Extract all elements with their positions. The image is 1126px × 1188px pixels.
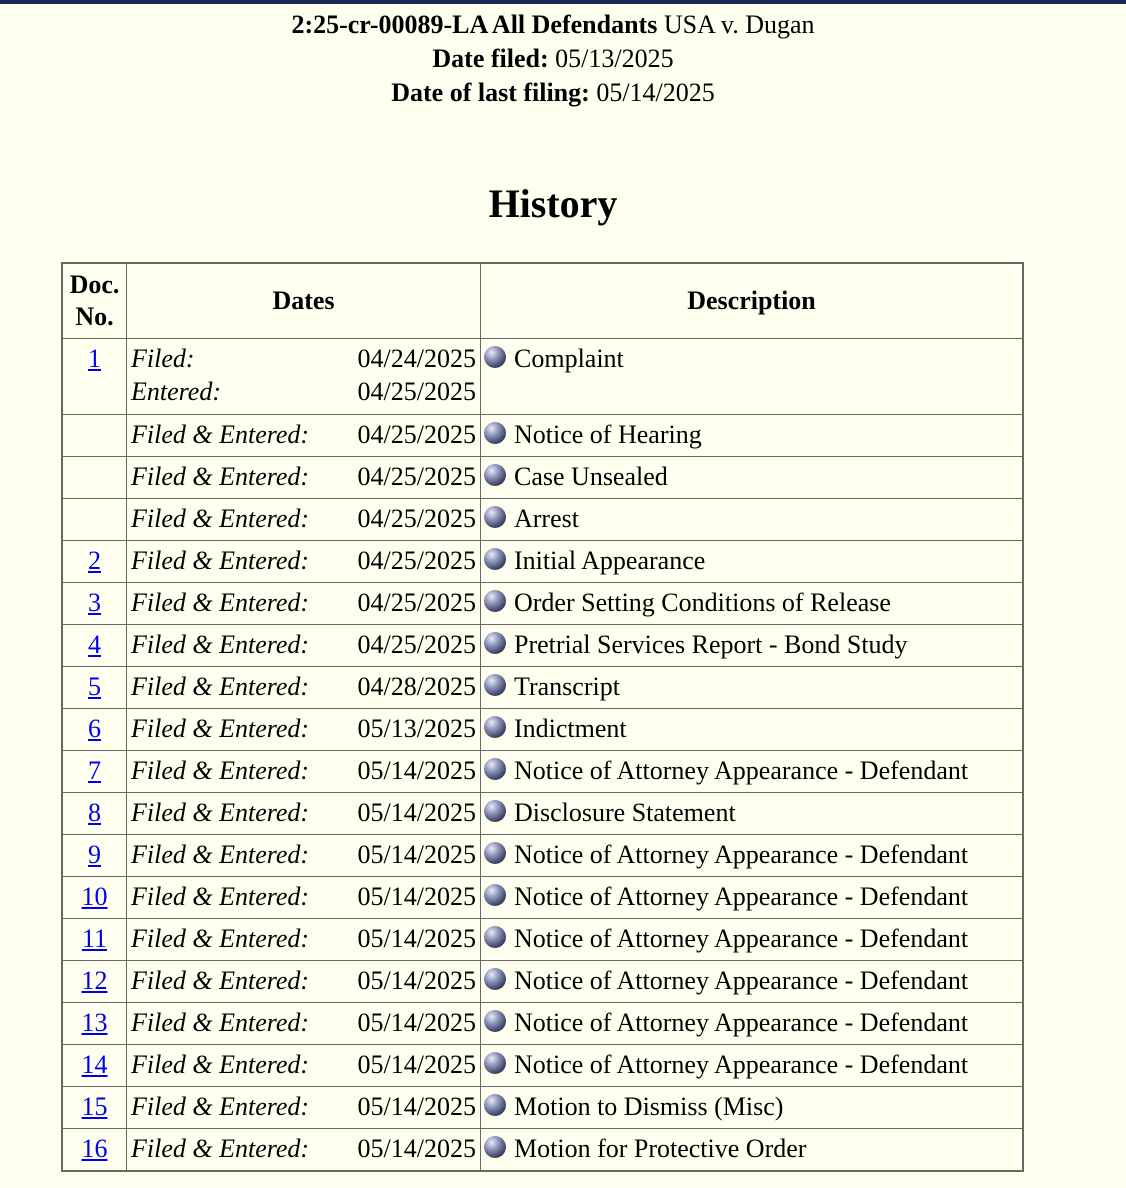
description-cell xyxy=(481,667,1024,709)
description-text: Motion to Dismiss (Misc) xyxy=(514,1092,784,1121)
doc-number-cell xyxy=(62,709,127,751)
description-cell xyxy=(481,1003,1024,1045)
description-cell xyxy=(481,709,1024,751)
doc-number-cell xyxy=(62,961,127,1003)
doc-link[interactable]: 14 xyxy=(81,1050,108,1079)
doc-link[interactable]: 5 xyxy=(88,672,101,701)
dates-cell xyxy=(127,835,481,877)
filed-entered-label: Filed & Entered: xyxy=(131,546,310,575)
filed-entered-label: Filed & Entered: xyxy=(131,1134,310,1163)
dates-cell xyxy=(127,793,481,835)
filed-entered-date: 05/14/2025 xyxy=(357,756,476,785)
table-row xyxy=(62,625,1023,667)
doc-number-cell xyxy=(62,1129,127,1172)
doc-link[interactable]: 3 xyxy=(88,588,101,617)
filed-entered-date: 04/25/2025 xyxy=(357,630,476,659)
filed-entered-label: Filed & Entered: xyxy=(131,462,310,491)
header-dates: Dates xyxy=(127,263,481,339)
description-text: Notice of Hearing xyxy=(514,420,702,449)
table-row xyxy=(62,835,1023,877)
dates-cell xyxy=(127,583,481,625)
description-cell xyxy=(481,583,1024,625)
description-text: Motion for Protective Order xyxy=(514,1134,807,1163)
case-title: USA v. Dugan xyxy=(663,10,815,39)
description-cell xyxy=(481,415,1024,457)
description-text: Notice of Attorney Appearance - Defendant xyxy=(514,966,969,995)
table-row xyxy=(62,751,1023,793)
description-text: Notice of Attorney Appearance - Defendant xyxy=(514,924,969,953)
filed-entered-label: Filed & Entered: xyxy=(131,966,310,995)
case-number: 2:25-cr-00089-LA All Defendants xyxy=(291,10,658,39)
doc-number-cell xyxy=(62,667,127,709)
dates-cell xyxy=(127,961,481,1003)
doc-number-cell xyxy=(62,457,127,499)
doc-link[interactable]: 13 xyxy=(81,1008,108,1037)
filed-entered-label: Filed & Entered: xyxy=(131,672,310,701)
dates-cell xyxy=(127,339,481,415)
header-description: Description xyxy=(481,263,1024,339)
dates-cell xyxy=(127,415,481,457)
dates-cell xyxy=(127,919,481,961)
filed-label: Filed: xyxy=(131,344,195,373)
globe-icon[interactable] xyxy=(484,1094,506,1116)
dates-cell xyxy=(127,1129,481,1172)
filed-entered-label: Filed & Entered: xyxy=(131,1008,310,1037)
dates-cell xyxy=(127,877,481,919)
doc-number-cell xyxy=(62,541,127,583)
doc-number-cell xyxy=(62,583,127,625)
dates-cell xyxy=(127,625,481,667)
filed-entered-label: Filed & Entered: xyxy=(131,756,310,785)
description-text: Case Unsealed xyxy=(514,462,668,491)
filed-entered-date: 05/13/2025 xyxy=(357,714,476,743)
filed-entered-date: 04/25/2025 xyxy=(357,420,476,449)
globe-icon[interactable] xyxy=(484,884,506,906)
doc-link[interactable]: 2 xyxy=(88,546,101,575)
filed-entered-date: 04/25/2025 xyxy=(357,588,476,617)
doc-link[interactable]: 15 xyxy=(81,1092,108,1121)
doc-number-cell xyxy=(62,499,127,541)
table-row xyxy=(62,541,1023,583)
date-filed: 05/13/2025 xyxy=(555,44,674,73)
description-text: Transcript xyxy=(514,672,620,701)
doc-link[interactable]: 11 xyxy=(81,924,108,953)
description-text: Order Setting Conditions of Release xyxy=(514,588,891,617)
globe-icon[interactable] xyxy=(484,758,506,780)
description-cell xyxy=(481,877,1024,919)
description-cell xyxy=(481,499,1024,541)
filed-entered-date: 05/14/2025 xyxy=(357,966,476,995)
description-cell xyxy=(481,1129,1024,1172)
table-row xyxy=(62,499,1023,541)
description-cell xyxy=(481,961,1024,1003)
doc-number-cell xyxy=(62,877,127,919)
dates-cell xyxy=(127,541,481,583)
table-row xyxy=(62,1129,1023,1172)
doc-link[interactable]: 16 xyxy=(81,1134,108,1163)
doc-link[interactable]: 7 xyxy=(88,756,101,785)
globe-icon[interactable] xyxy=(484,422,506,444)
dates-cell xyxy=(127,457,481,499)
globe-icon[interactable] xyxy=(484,968,506,990)
globe-icon[interactable] xyxy=(484,1136,506,1158)
filed-entered-label: Filed & Entered: xyxy=(131,882,310,911)
filed-entered-label: Filed & Entered: xyxy=(131,1050,310,1079)
table-row xyxy=(62,583,1023,625)
doc-number-cell xyxy=(62,415,127,457)
filed-entered-label: Filed & Entered: xyxy=(131,588,310,617)
description-cell xyxy=(481,339,1024,415)
doc-number-cell xyxy=(62,1045,127,1087)
dates-cell xyxy=(127,1087,481,1129)
table-row xyxy=(62,1003,1023,1045)
description-cell xyxy=(481,1045,1024,1087)
doc-link[interactable]: 4 xyxy=(88,630,101,659)
dates-cell xyxy=(127,667,481,709)
description-cell xyxy=(481,919,1024,961)
table-row xyxy=(62,339,1023,415)
doc-link[interactable]: 8 xyxy=(88,798,101,827)
dates-cell xyxy=(127,1003,481,1045)
doc-number-cell xyxy=(62,751,127,793)
globe-icon[interactable] xyxy=(484,1052,506,1074)
doc-link[interactable]: 10 xyxy=(81,882,108,911)
doc-number-cell xyxy=(62,625,127,667)
last-filing: 05/14/2025 xyxy=(596,78,715,107)
header-doc-no: Doc. No. xyxy=(62,263,127,339)
globe-icon[interactable] xyxy=(484,506,506,528)
globe-icon[interactable] xyxy=(484,926,506,948)
filed-entered-label: Filed & Entered: xyxy=(131,1092,310,1121)
dates-cell xyxy=(127,751,481,793)
description-cell xyxy=(481,541,1024,583)
filed-entered-date: 04/25/2025 xyxy=(357,462,476,491)
table-row xyxy=(62,1087,1023,1129)
doc-number-cell xyxy=(62,339,127,415)
filed-entered-date: 05/14/2025 xyxy=(357,1050,476,1079)
doc-number-cell xyxy=(62,1087,127,1129)
table-row xyxy=(62,877,1023,919)
table-row xyxy=(62,667,1023,709)
filed-entered-date: 05/14/2025 xyxy=(357,1008,476,1037)
page-title: History xyxy=(488,181,618,226)
table-row xyxy=(62,457,1023,499)
description-text: Initial Appearance xyxy=(514,546,706,575)
filed-entered-date: 05/14/2025 xyxy=(357,798,476,827)
filed-entered-label: Filed & Entered: xyxy=(131,714,310,743)
filed-entered-date: 05/14/2025 xyxy=(357,840,476,869)
doc-link[interactable]: 9 xyxy=(88,840,101,869)
doc-number-cell xyxy=(62,793,127,835)
table-row xyxy=(62,1045,1023,1087)
description-cell xyxy=(481,751,1024,793)
table-row xyxy=(62,793,1023,835)
filed-entered-date: 04/28/2025 xyxy=(357,672,476,701)
globe-icon[interactable] xyxy=(484,590,506,612)
globe-icon[interactable] xyxy=(484,716,506,738)
doc-link[interactable]: 6 xyxy=(88,714,101,743)
filed-entered-label: Filed & Entered: xyxy=(131,504,310,533)
table-row xyxy=(62,919,1023,961)
description-cell xyxy=(481,793,1024,835)
filed-entered-date: 05/14/2025 xyxy=(357,1134,476,1163)
description-text: Pretrial Services Report - Bond Study xyxy=(514,630,908,659)
filed-entered-date: 05/14/2025 xyxy=(357,882,476,911)
entered-date: 04/25/2025 xyxy=(357,377,476,406)
filed-date: 04/24/2025 xyxy=(357,344,476,373)
table-row xyxy=(62,415,1023,457)
filed-entered-label: Filed & Entered: xyxy=(131,840,310,869)
doc-number-cell xyxy=(62,1003,127,1045)
dates-cell xyxy=(127,499,481,541)
filed-entered-label: Filed & Entered: xyxy=(131,924,310,953)
description-text: Notice of Attorney Appearance - Defendant xyxy=(514,1050,969,1079)
table-row xyxy=(62,961,1023,1003)
filed-entered-date: 05/14/2025 xyxy=(357,1092,476,1121)
doc-number-cell xyxy=(62,919,127,961)
doc-link[interactable]: 1 xyxy=(88,344,101,373)
dates-cell xyxy=(127,1045,481,1087)
filed-entered-label: Filed & Entered: xyxy=(131,798,310,827)
history-table xyxy=(61,262,1024,1172)
table-row xyxy=(62,709,1023,751)
filed-entered-label: Filed & Entered: xyxy=(131,630,310,659)
description-text: Disclosure Statement xyxy=(514,798,736,827)
doc-link[interactable]: 12 xyxy=(81,966,108,995)
entered-label: Entered: xyxy=(131,377,221,406)
description-text: Arrest xyxy=(514,504,579,533)
globe-icon[interactable] xyxy=(484,842,506,864)
filed-entered-label: Filed & Entered: xyxy=(131,420,310,449)
globe-icon[interactable] xyxy=(484,548,506,570)
globe-icon[interactable] xyxy=(484,674,506,696)
table-header-row xyxy=(62,263,1023,339)
dates-cell xyxy=(127,709,481,751)
globe-icon[interactable] xyxy=(484,464,506,486)
description-cell xyxy=(481,457,1024,499)
globe-icon[interactable] xyxy=(484,346,506,368)
globe-icon[interactable] xyxy=(484,800,506,822)
description-text: Notice of Attorney Appearance - Defendant xyxy=(514,1008,969,1037)
description-text: Notice of Attorney Appearance - Defendant xyxy=(514,756,969,785)
globe-icon[interactable] xyxy=(484,632,506,654)
doc-number-cell xyxy=(62,835,127,877)
description-text: Notice of Attorney Appearance - Defendant xyxy=(514,882,969,911)
description-text: Indictment xyxy=(514,714,627,743)
description-cell xyxy=(481,1087,1024,1129)
filed-entered-date: 04/25/2025 xyxy=(357,546,476,575)
description-text: Complaint xyxy=(514,344,624,373)
filed-entered-date: 05/14/2025 xyxy=(357,924,476,953)
globe-icon[interactable] xyxy=(484,1010,506,1032)
filed-entered-date: 04/25/2025 xyxy=(357,504,476,533)
description-text: Notice of Attorney Appearance - Defendant xyxy=(514,840,969,869)
last-filing-label: Date of last filing: xyxy=(391,78,590,107)
date-filed-label: Date filed: xyxy=(432,44,549,73)
case-header xyxy=(0,8,1126,110)
description-cell xyxy=(481,835,1024,877)
description-cell xyxy=(481,625,1024,667)
